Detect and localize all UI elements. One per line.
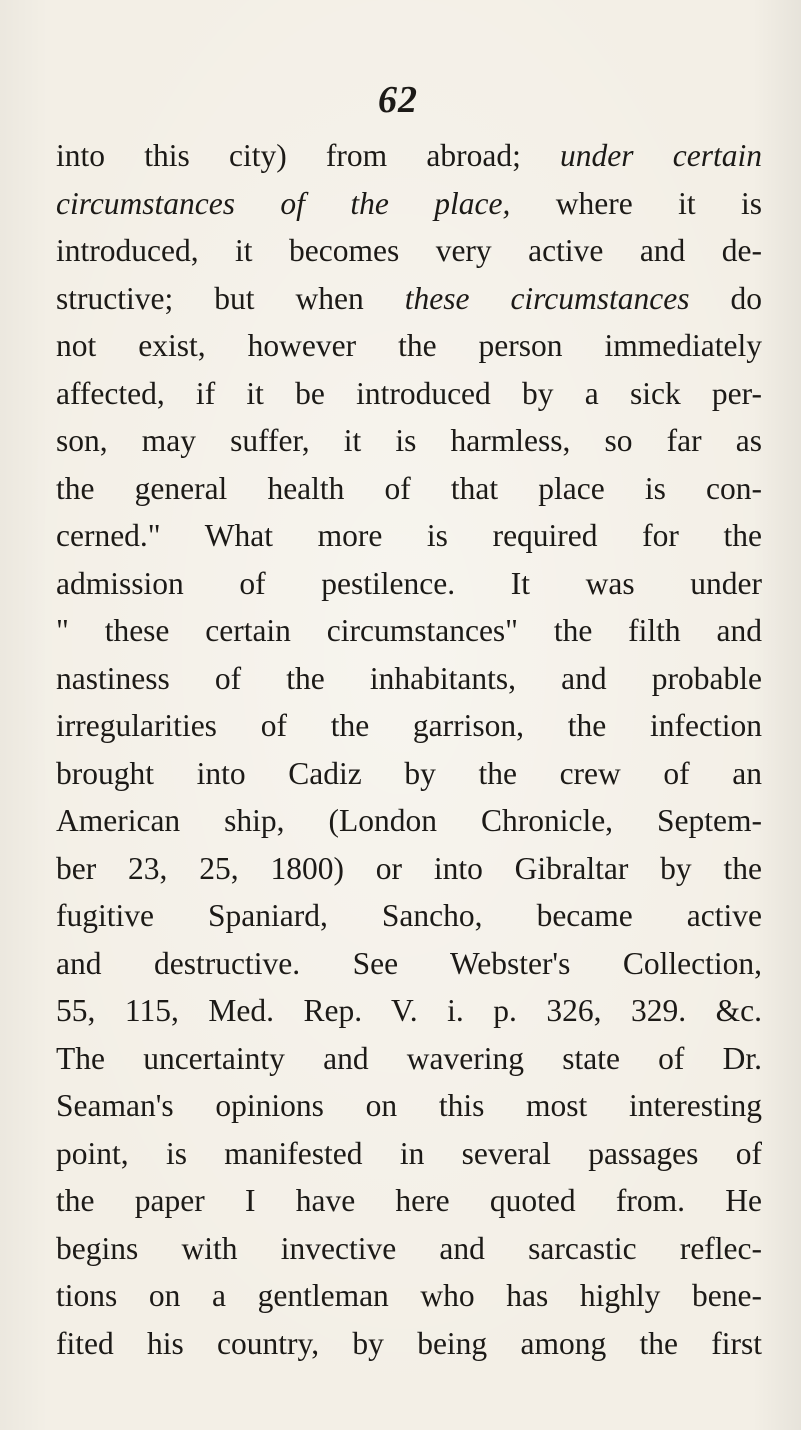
- text-line: [56, 1082, 762, 1130]
- text-line: [56, 512, 762, 560]
- text-line: [56, 987, 762, 1035]
- text-line: [56, 1035, 762, 1083]
- page-number: 62: [378, 79, 418, 121]
- italic-text: circumstances of the place,: [56, 185, 511, 221]
- text-segment: cerned." What more is required for the: [56, 518, 762, 553]
- text-segment: begins with invective and sarcastic reflec-: [56, 1230, 762, 1266]
- text-line: [56, 1225, 762, 1273]
- text-line: [56, 1320, 762, 1368]
- text-line: [56, 702, 762, 750]
- text-line: [56, 132, 762, 180]
- text-segment: irregularities of the garrison, the infection: [56, 708, 762, 743]
- text-line: [56, 797, 762, 845]
- text-line: [56, 655, 762, 703]
- text-line: [56, 465, 762, 513]
- text-segment: brought into Cadiz by the crew of an: [56, 755, 762, 791]
- text-segment: 55, 115, Med. Rep. V. i. p. 326, 329. &c.: [56, 993, 762, 1028]
- text-line: [56, 180, 762, 228]
- text-line: [56, 275, 762, 323]
- text-segment: structive; but when: [56, 280, 405, 316]
- text-line: [56, 322, 762, 370]
- text-segment: introduced, it becomes very active and de-: [56, 233, 762, 268]
- text-line: [56, 370, 762, 418]
- text-segment: where it is: [510, 185, 762, 221]
- text-segment: nastiness of the inhabitants, and probable: [56, 660, 762, 696]
- text-line: [56, 607, 762, 655]
- text-segment: point, is manifested in several passages of: [56, 1135, 762, 1171]
- italic-text: under certain: [560, 138, 762, 173]
- text-segment: not exist, however the person immediately: [56, 328, 762, 363]
- text-segment: American ship, (London Chronicle, Septem-: [56, 803, 762, 838]
- text-segment: son, may suffer, it is harmless, so far as: [56, 423, 762, 458]
- body-text: [56, 132, 762, 1367]
- text-segment: fugitive Spaniard, Sancho, became active: [56, 898, 762, 933]
- text-line: [56, 940, 762, 988]
- text-segment: the paper I have here quoted from. He: [56, 1183, 762, 1218]
- text-segment: affected, if it be introduced by a sick per-: [56, 375, 762, 411]
- text-line: [56, 750, 762, 798]
- text-segment: and destructive. See Webster's Collection,: [56, 945, 762, 981]
- text-segment: tions on a gentleman who has highly bene-: [56, 1278, 762, 1313]
- text-segment: " these certain circumstances" the filth and: [56, 613, 762, 648]
- text-segment: do: [689, 280, 762, 316]
- text-line: [56, 1130, 762, 1178]
- text-line: [56, 1177, 762, 1225]
- text-line: [56, 227, 762, 275]
- text-segment: into this city) from abroad;: [56, 138, 561, 173]
- text-line: [56, 892, 762, 940]
- text-segment: the general health of that place is con-: [56, 470, 762, 506]
- text-line: [56, 1272, 762, 1320]
- text-segment: The uncertainty and wavering state of Dr.: [56, 1040, 762, 1076]
- italic-text: these circumstances: [404, 280, 690, 316]
- text-segment: ber 23, 25, 1800) or into Gibraltar by the: [56, 850, 762, 886]
- text-line: [56, 560, 762, 608]
- text-line: [56, 417, 762, 465]
- text-segment: fited his country, by being among the first: [56, 1325, 762, 1361]
- text-line: [56, 845, 762, 893]
- text-segment: Seaman's opinions on this most interesting: [56, 1088, 762, 1123]
- text-segment: admission of pestilence. It was under: [56, 565, 762, 601]
